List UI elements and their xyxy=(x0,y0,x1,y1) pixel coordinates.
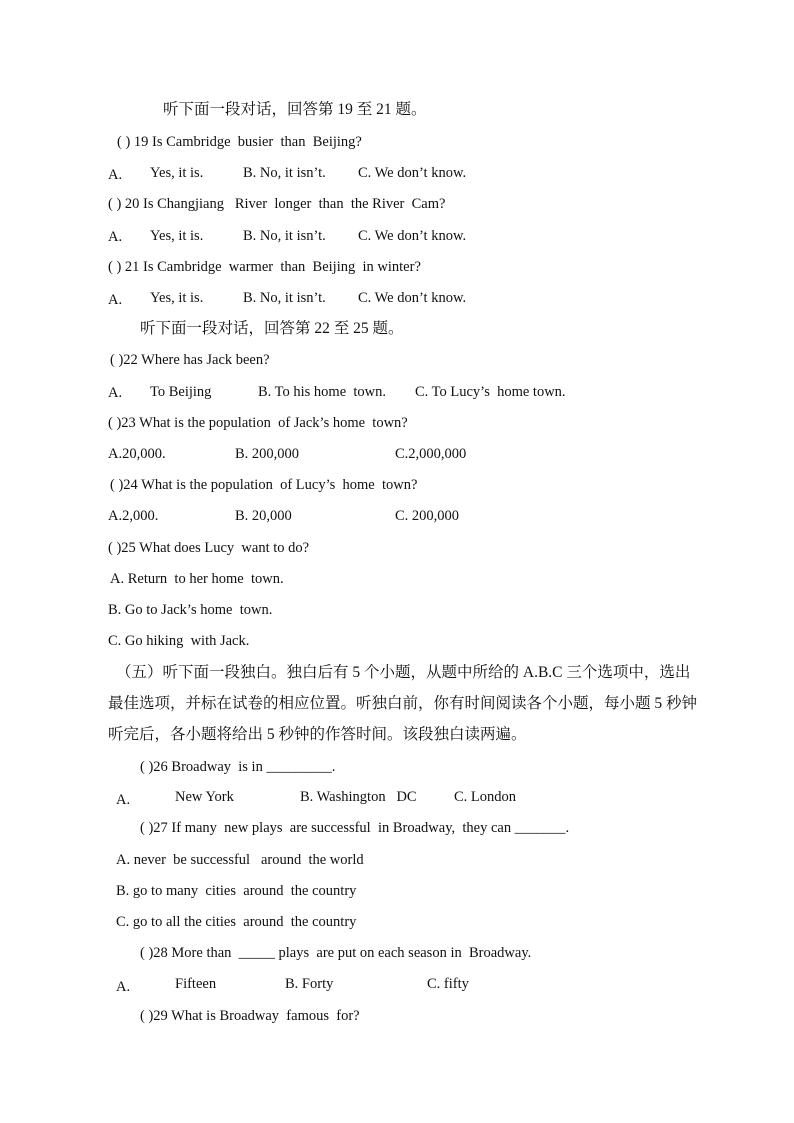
question-27: ( )27 If many new plays are successful in Broadway, they can _______. xyxy=(140,820,570,836)
question-20: ( ) 20 Is Changjiang River longer than the River Cam? xyxy=(108,196,446,212)
option-27-a: A. never be successful around the world xyxy=(116,852,364,868)
option-23-b: B. 200,000 xyxy=(235,446,300,462)
option-26-b: B. Washington DC xyxy=(300,789,417,805)
option-28-c: C. fifty xyxy=(427,976,469,992)
question-25: ( )25 What does Lucy want to do? xyxy=(108,540,310,556)
question-23: ( )23 What is the population of Jack’s home town? xyxy=(108,415,408,431)
question-26: ( )26 Broadway is in _________. xyxy=(140,759,336,775)
option-24-a: A.2,000. xyxy=(108,508,159,524)
option-25-a: A. Return to her home town. xyxy=(110,571,284,587)
option-22-b: B. To his home town. xyxy=(258,384,387,400)
option-20-c: C. We don’t know. xyxy=(358,228,467,244)
option-22-a: To Beijing xyxy=(150,384,212,400)
question-22: ( )22 Where has Jack been? xyxy=(110,352,270,368)
option-27-c: C. go to all the cities around the country xyxy=(116,914,357,930)
option-22-a-letter: A. xyxy=(108,385,123,401)
option-23-c: C.2,000,000 xyxy=(395,446,467,462)
section-5-instruction-line1: （五）听下面一段独白。独白后有 5 个小题，从题中所给的 A.B.C 三个选项中，选出 xyxy=(116,664,691,681)
section-5-instruction-line2: 最佳选项，并标在试卷的相应位置。听独白前，你有时间阅读各个小题，每小题 5 秒钟 xyxy=(108,695,698,712)
section-5-instruction-line3: 听完后，各小题将给出 5 秒钟的作答时间。该段独白读两遍。 xyxy=(108,726,527,743)
option-25-c: C. Go hiking with Jack. xyxy=(108,633,250,649)
option-28-a-letter: A. xyxy=(116,979,131,995)
option-24-b: B. 20,000 xyxy=(235,508,292,524)
option-19-c: C. We don’t know. xyxy=(358,165,467,181)
option-26-a: New York xyxy=(175,789,234,805)
question-21: ( ) 21 Is Cambridge warmer than Beijing in winter? xyxy=(108,259,421,275)
option-20-a: Yes, it is. xyxy=(150,228,204,244)
option-27-b: B. go to many cities around the country xyxy=(116,883,357,899)
option-21-a: Yes, it is. xyxy=(150,290,204,306)
option-22-c: C. To Lucy’s home town. xyxy=(415,384,566,400)
option-20-a-letter: A. xyxy=(108,229,123,245)
instruction-19-21: 听下面一段对话，回答第 19 至 21 题。 xyxy=(163,101,427,118)
instruction-22-25: 听下面一段对话，回答第 22 至 25 题。 xyxy=(140,320,404,337)
option-25-b: B. Go to Jack’s home town. xyxy=(108,602,273,618)
option-28-b: B. Forty xyxy=(285,976,334,992)
option-21-b: B. No, it isn’t. xyxy=(243,290,326,306)
option-19-a-letter: A. xyxy=(108,167,123,183)
question-24: ( )24 What is the population of Lucy’s home town? xyxy=(110,477,418,493)
option-24-c: C. 200,000 xyxy=(395,508,460,524)
option-26-c: C. London xyxy=(454,789,517,805)
option-21-a-letter: A. xyxy=(108,292,123,308)
option-19-a: Yes, it is. xyxy=(150,165,204,181)
question-28: ( )28 More than _____ plays are put on each season in Broadway. xyxy=(140,945,532,961)
option-28-a: Fifteen xyxy=(175,976,217,992)
option-26-a-letter: A. xyxy=(116,792,131,808)
option-23-a: A.20,000. xyxy=(108,446,166,462)
option-21-c: C. We don’t know. xyxy=(358,290,467,306)
question-19: ( ) 19 Is Cambridge busier than Beijing? xyxy=(117,134,362,150)
option-19-b: B. No, it isn’t. xyxy=(243,165,326,181)
question-29: ( )29 What is Broadway famous for? xyxy=(140,1008,360,1024)
option-20-b: B. No, it isn’t. xyxy=(243,228,326,244)
